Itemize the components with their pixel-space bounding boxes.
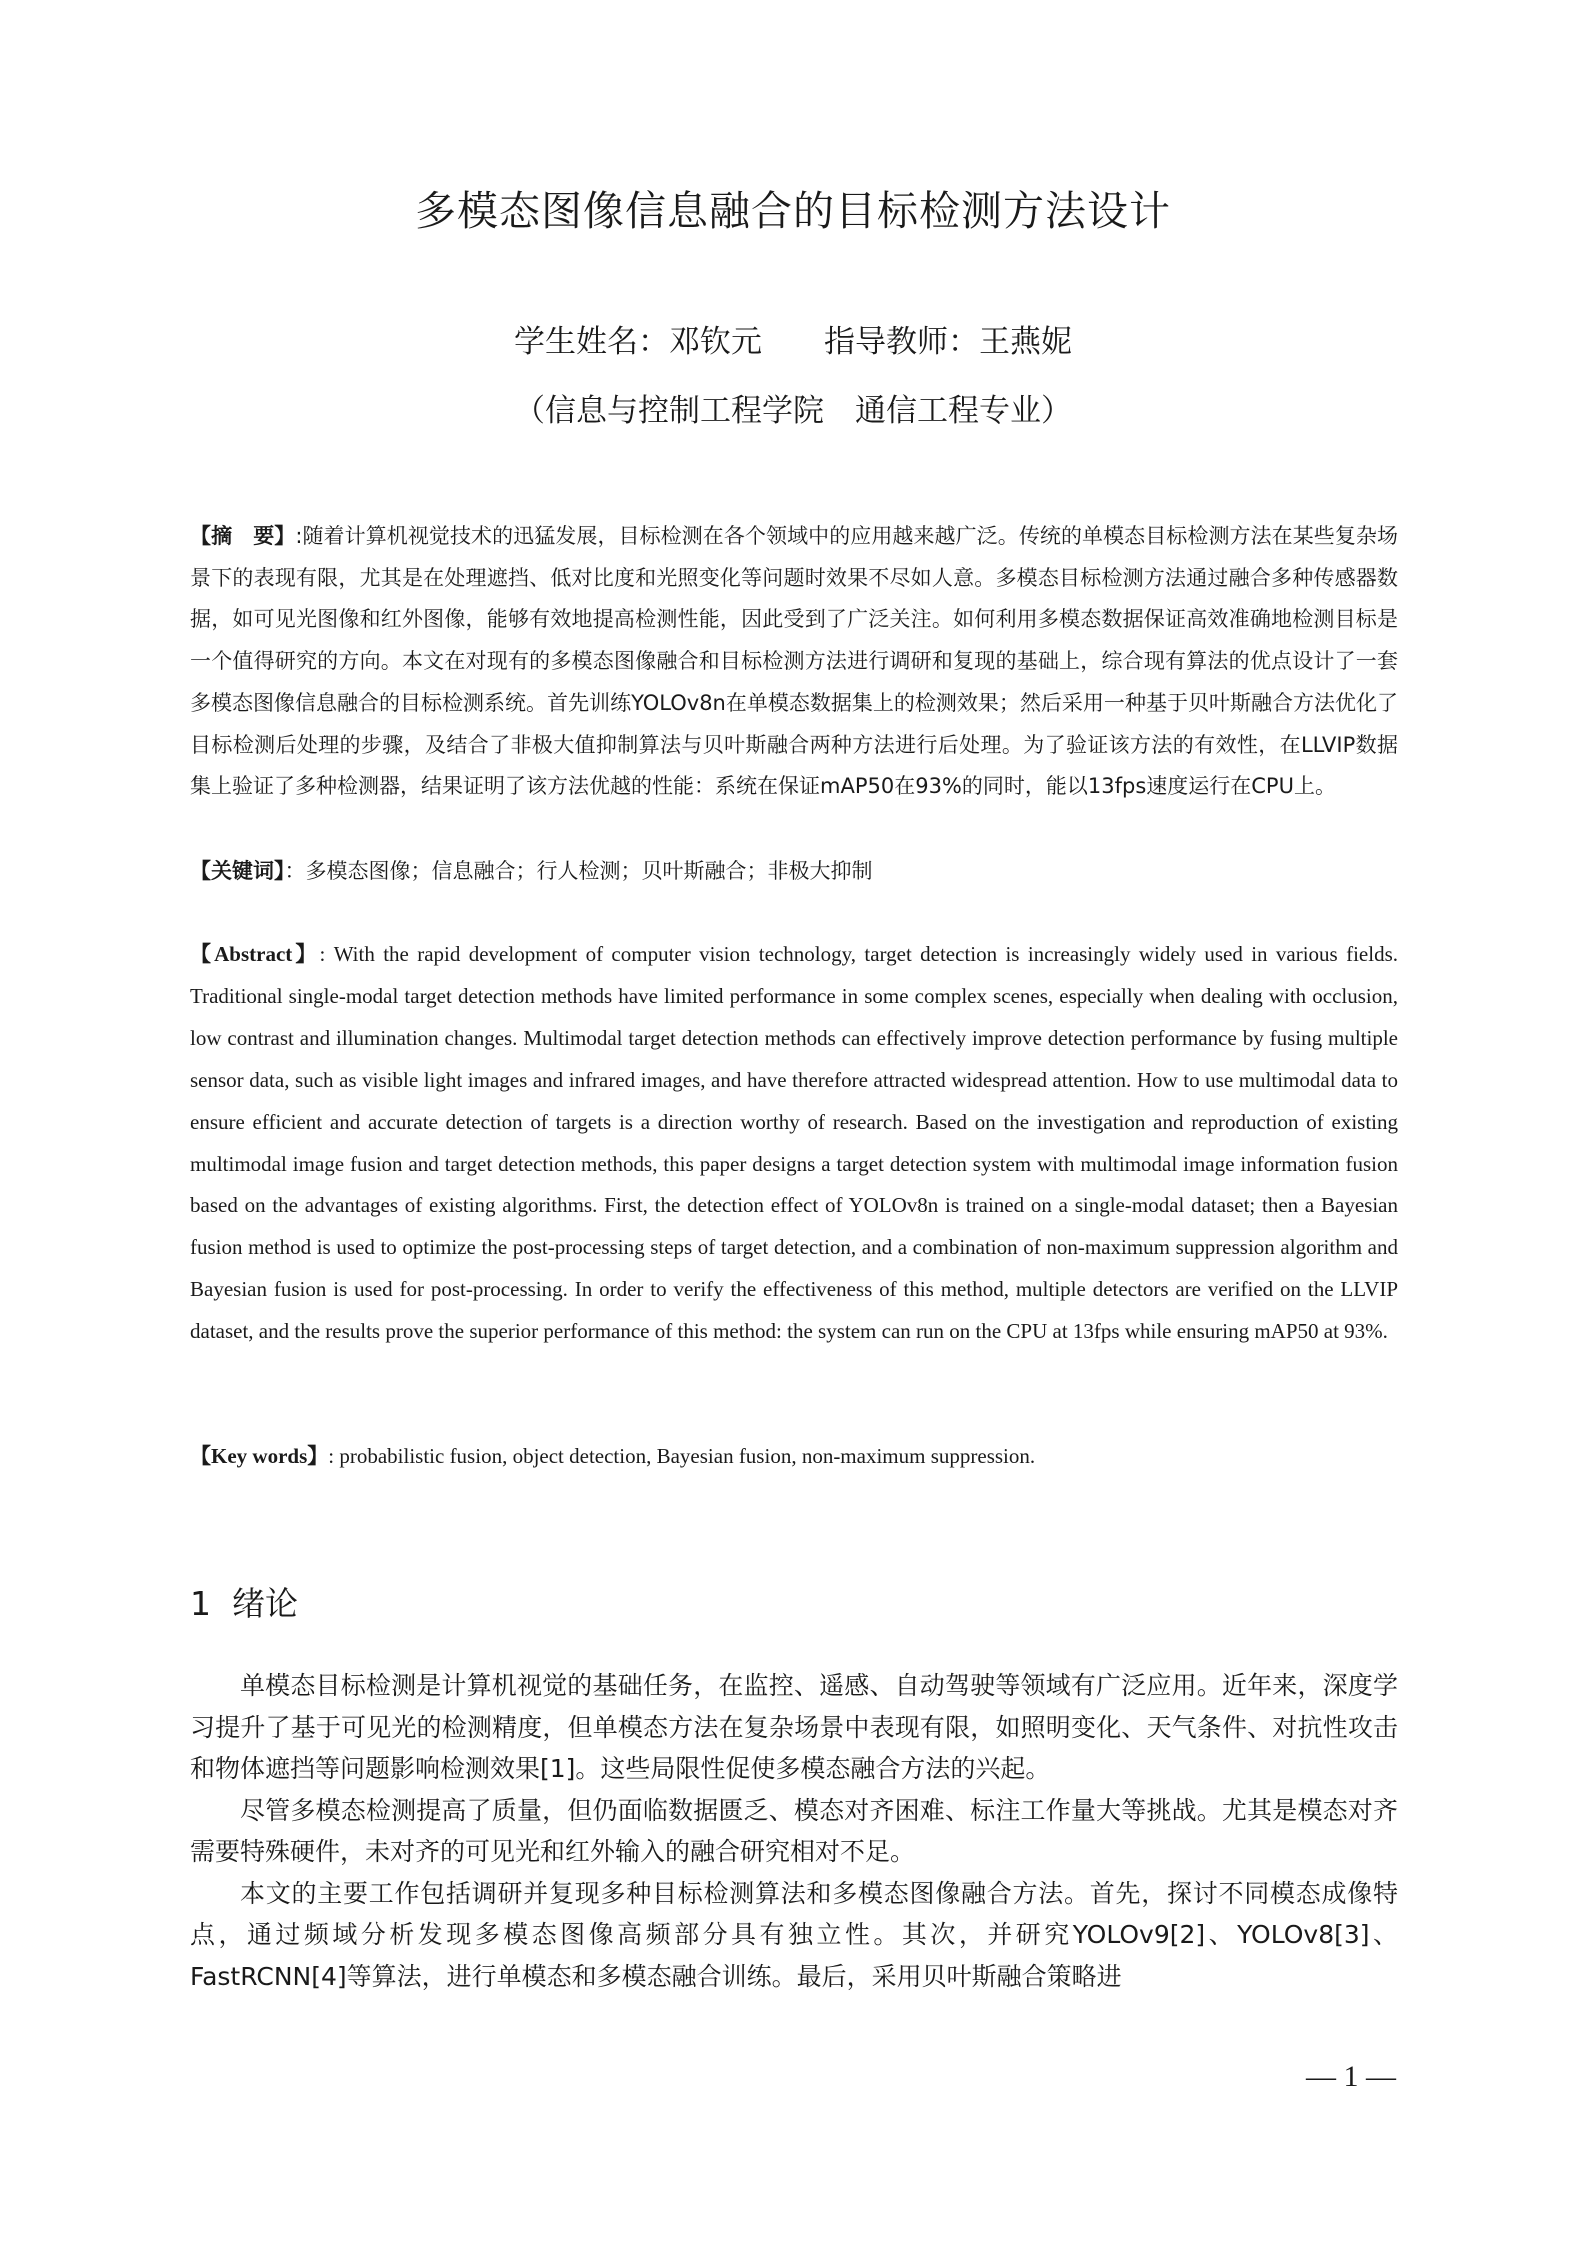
keywords-zh	[190, 851, 1398, 892]
abstract-zh-text: :随着计算机视觉技术的迅猛发展，目标检测在各个领域中的应用越来越广泛。传统的单模态目标检测方法在某些复杂场景下的表现有限，尤其是在处理遮挡、低对比度和光照变化等问题时效果不尽如人意。多模态目标检测方法通过融合多种传感器数据，如可见光图像和红外图像，能够有效地提高检测性能，因此受到了广泛关注。如何利用多模态数据保证高效准确地检测目标是一个值得研究的方向。本文在对现有的多模态图像融合和目标检测方法进行调研和复现的基础上，综合现有算法的优点设计了一套多模态图像信息融合的目标检测系统。首先训练YOLOv8n在单模态数据集上的检测效果；然后采用一种基于贝叶斯融合方法优化了目标检测后处理的步骤，及结合了非极大值抑制算法与贝叶斯融合两种方法进行后处理。为了验证该方法的有效性，在LLVIP数据集上验证了多种检测器，结果证明了该方法优越的性能：系统在保证mAP50在93%的同时，能以13fps速度运行在CPU上。	[190, 524, 1398, 799]
paper-title: 多模态图像信息融合的目标检测方法设计	[415, 187, 1171, 235]
section-heading: 1 绪论	[190, 1584, 298, 1623]
section-body	[190, 1665, 1398, 1997]
abstract-zh	[190, 516, 1398, 808]
page-number: — 1 —	[1306, 2060, 1396, 2093]
keywords-en-label: 【Key words】	[190, 1444, 329, 1468]
abstract-en	[190, 934, 1398, 1353]
body-paragraph: 单模态目标检测是计算机视觉的基础任务，在监控、遥感、自动驾驶等领域有广泛应用。近年来，深度学习提升了基于可见光的检测精度，但单模态方法在复杂场景中表现有限，如照明变化、天气条件、对抗性攻击和物体遮挡等问题影响检测效果[1]。这些局限性促使多模态融合方法的兴起。	[190, 1671, 1398, 1783]
abstract-en-label: 【Abstract】	[190, 942, 320, 966]
abstract-en-text: : With the rapid development of computer vision technology, target detection is increasingly widely used in various fields. Traditional single-modal target detection methods have limited performance in some complex scenes, especially when dealing with occlusion, low contrast and illumination changes. Multimodal target detection methods can effectively improve detection performance by fusing multiple sensor data, such as visible light images and infrared images, and have therefore attracted widespread attention. How to use multimodal data to ensure efficient and accurate detection of targets is a direction worthy of research. Based on the investigation and reproduction of existing multimodal image fusion and target detection methods, this paper designs a target detection system with multimodal image information fusion based on the advantages of existing algorithms. First, the detection effect of YOLOv8n is trained on a single-modal dataset; then a Bayesian fusion method is used to optimize the post-processing steps of target detection, and a combination of non-maximum suppression algorithm and Bayesian fusion is used for post-processing. In order to verify the effectiveness of this method, multiple detectors are verified on the LLVIP dataset, and the results prove the superior performance of this method: the system can run on the CPU at 13fps while ensuring mAP50 at 93%.	[190, 942, 1399, 1344]
author-line: 学生姓名：邓钦元 指导教师：王燕妮	[514, 324, 1072, 360]
body-paragraph: 本文的主要工作包括调研并复现多种目标检测算法和多模态图像融合方法。首先，探讨不同模态成像特点，通过频域分析发现多模态图像高频部分具有独立性。其次，并研究YOLOv9[2]、YOLOv8[3]、FastRCNN[4]等算法，进行单模态和多模态融合训练。最后，采用贝叶斯融合策略进	[190, 1878, 1398, 1991]
keywords-zh-label: 【关键词】	[190, 859, 285, 883]
keywords-en-text: : probabilistic fusion, object detection, Bayesian fusion, non-maximum suppression.	[328, 1444, 1036, 1468]
keywords-en	[190, 1436, 1398, 1477]
affiliation-line: （信息与控制工程学院 通信工程专业）	[514, 393, 1072, 429]
body-paragraph: 尽管多模态检测提高了质量，但仍面临数据匮乏、模态对齐困难、标注工作量大等挑战。尤其是模态对齐需要特殊硬件，未对齐的可见光和红外输入的融合研究相对不足。	[190, 1795, 1398, 1866]
keywords-zh-text: ：多模态图像；信息融合；行人检测；贝叶斯融合；非极大抑制	[284, 859, 873, 883]
abstract-zh-label: 【摘 要】	[190, 524, 296, 548]
